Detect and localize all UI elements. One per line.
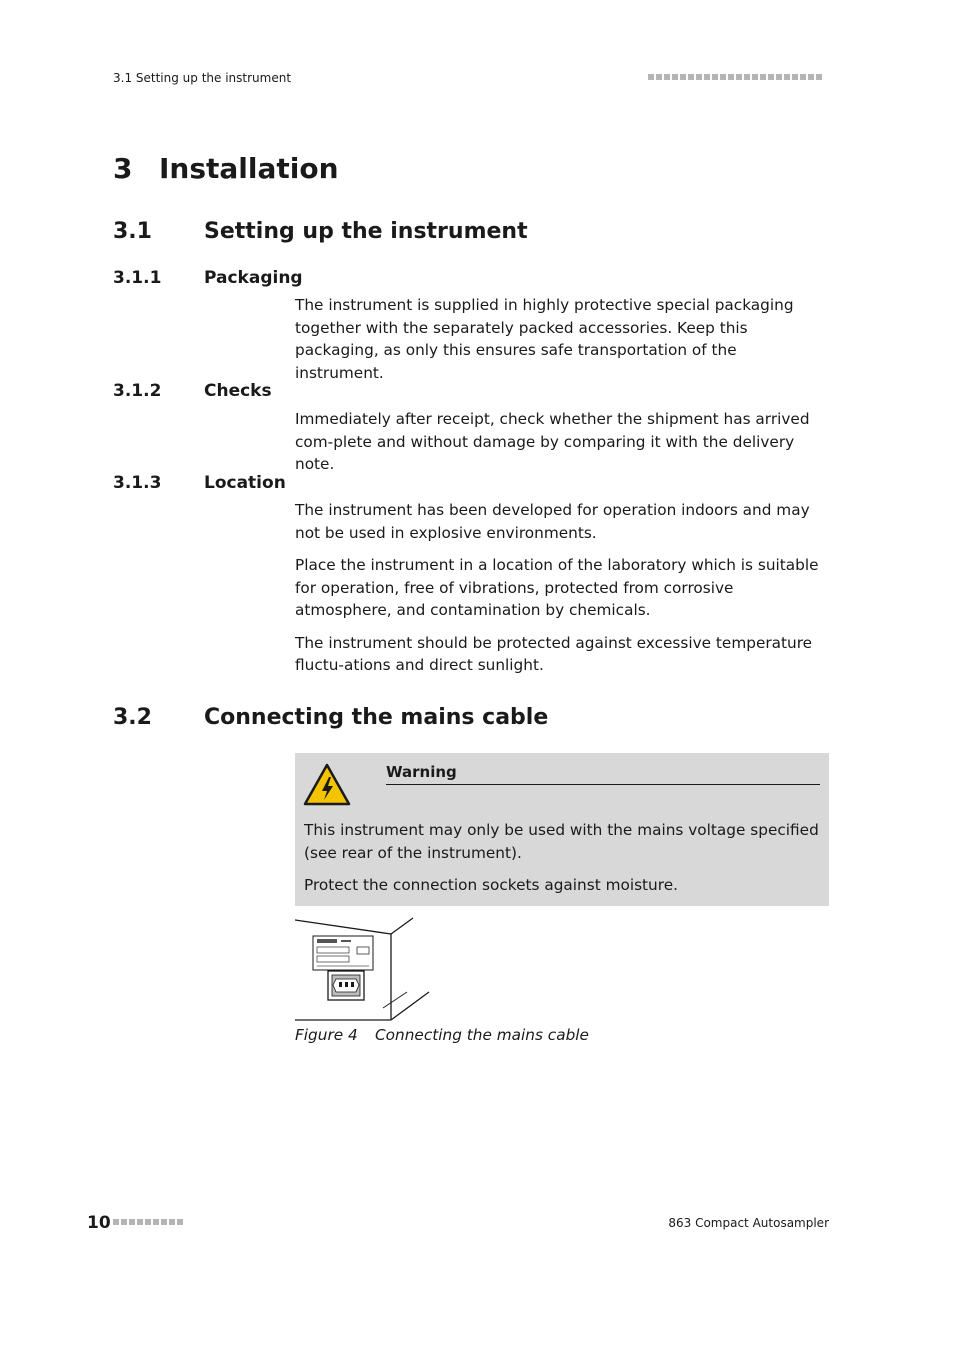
chapter-number: 3 — [113, 152, 133, 185]
subsection-number: 3.1.2 — [113, 381, 162, 401]
footer-product-name: 863 Compact Autosampler — [668, 1216, 829, 1230]
chapter-title — [113, 152, 339, 185]
running-header: 3.1 Setting up the instrument — [113, 71, 292, 85]
warning-text — [304, 819, 824, 906]
subsection-title: Location — [204, 473, 286, 493]
section-number: 3.1 — [113, 219, 152, 244]
figure-caption-text: Connecting the mains cable — [375, 1026, 589, 1044]
page-number: 10 — [87, 1213, 111, 1233]
subsection-number: 3.1.1 — [113, 268, 162, 288]
figure-label: Figure 4 — [295, 1026, 358, 1044]
section-number: 3.2 — [113, 705, 152, 730]
checks-text — [295, 408, 829, 486]
paragraph: Place the instrument in a location of the laboratory which is suitable for operation, free of vibrations, protected from corrosive atmosphere, and contamination by chemicals. — [295, 555, 819, 620]
high-voltage-warning-icon — [303, 763, 351, 806]
location-text — [295, 499, 829, 686]
paragraph: The instrument should be protected against excessive temperature fluctu-ations and direct sunlight. — [295, 633, 813, 675]
header-decoration — [648, 74, 822, 80]
subsection-title: Checks — [204, 381, 272, 401]
warning-paragraph: This instrument may only be used with the mains voltage specified (see rear of the instrument). — [304, 821, 819, 862]
packaging-text — [295, 294, 829, 394]
chapter-title-text: Installation — [159, 152, 339, 185]
paragraph: The instrument has been developed for operation indoors and may not be used in explosive environments. — [295, 501, 810, 542]
subsection-title: Packaging — [204, 268, 303, 288]
subsection-number: 3.1.3 — [113, 473, 162, 493]
figure-caption — [295, 1026, 589, 1044]
paragraph: The instrument is supplied in highly protective special packaging together with the separately packed accessories. Keep this packaging, as only this ensures safe transportation of the instrument. — [295, 296, 794, 383]
section-title: Setting up the instrument — [204, 219, 528, 244]
mains-connection-figure — [295, 916, 435, 1022]
paragraph: Immediately after receipt, check whether the shipment has arrived com-plete and without damage by comparing it with the delivery note. — [295, 410, 810, 474]
section-title: Connecting the mains cable — [204, 705, 549, 730]
warning-title: Warning — [386, 763, 820, 785]
warning-paragraph: Protect the connection sockets against moisture. — [304, 875, 678, 894]
footer-decoration — [113, 1219, 183, 1225]
